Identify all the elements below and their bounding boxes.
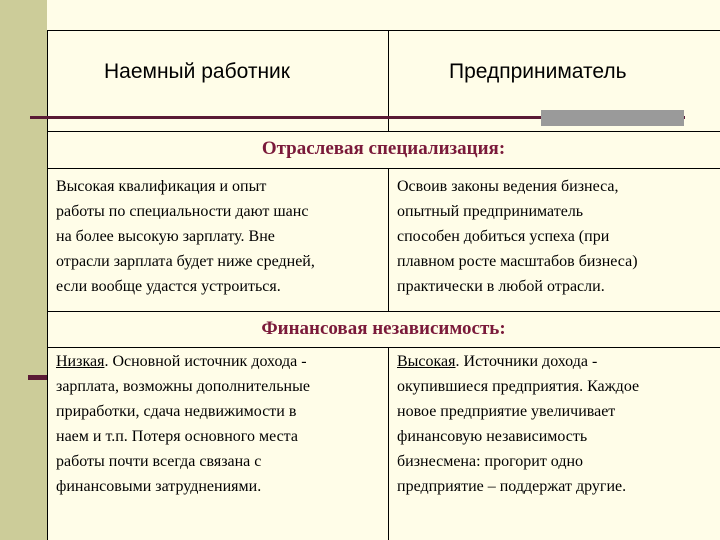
level-low: Низкая bbox=[56, 353, 105, 370]
left-decor-bar bbox=[0, 0, 47, 540]
header-accent-box bbox=[541, 110, 684, 126]
text-line: работы почти всегда связана с bbox=[56, 453, 262, 470]
text-line: если вообще удастся устроиться. bbox=[56, 278, 281, 295]
text-line: отрасли зарплата будет ниже средней, bbox=[56, 253, 315, 270]
text-line: бизнесмена: прогорит одно bbox=[397, 453, 584, 470]
text-line: предприятие – поддержат другие. bbox=[397, 478, 627, 495]
section-title-independence: Финансовая независимость: bbox=[261, 318, 506, 339]
text-line: на более высокую зарплату. Вне bbox=[56, 228, 275, 245]
text-line bbox=[397, 349, 639, 374]
text-line: приработки, сдача недвижимости в bbox=[56, 403, 297, 420]
table-left-border bbox=[47, 30, 48, 540]
text-line: наем и т.п. Потеря основного места bbox=[56, 428, 298, 445]
text-line: финансовыми затруднениями. bbox=[56, 478, 262, 495]
text-line: зарплата, возможны дополнительные bbox=[56, 378, 310, 395]
text-line: окупившиеся предприятия. Каждое bbox=[397, 378, 640, 395]
row-divider-3 bbox=[47, 311, 720, 312]
employee-independence-text bbox=[56, 349, 310, 499]
row-divider-1 bbox=[47, 131, 720, 132]
text-line: работы по специальности дают шанс bbox=[56, 203, 309, 220]
left-decor-tick bbox=[28, 375, 48, 380]
header-employee: Наемный работник bbox=[104, 60, 290, 83]
text-line: Высокая квалификация и опыт bbox=[56, 178, 267, 195]
level-high: Высокая bbox=[397, 353, 456, 370]
entrepreneur-independence-text bbox=[397, 349, 639, 499]
text-line: практически в любой отрасли. bbox=[397, 278, 605, 295]
text-line bbox=[56, 349, 310, 374]
header-entrepreneur: Предприниматель bbox=[449, 60, 627, 83]
text-line: финансовую независимость bbox=[397, 428, 588, 445]
text-line: новое предприятие увеличивает bbox=[397, 403, 616, 420]
table-mid-border-2 bbox=[388, 168, 389, 311]
text-line: плавном росте масштабов бизнеса) bbox=[397, 253, 638, 270]
row-divider-4 bbox=[47, 347, 720, 348]
text-line: способен добиться успеха (при bbox=[397, 228, 610, 245]
table-top-border bbox=[47, 30, 720, 31]
text-fragment: . Основной источник дохода - bbox=[104, 353, 307, 370]
entrepreneur-specialization-text bbox=[397, 174, 638, 299]
row-divider-2 bbox=[47, 168, 720, 169]
text-fragment: . Источники дохода - bbox=[455, 353, 598, 370]
table-mid-border-3 bbox=[388, 347, 389, 540]
section-title-specialization: Отраслевая специализация: bbox=[261, 138, 506, 159]
text-line: опытный предприниматель bbox=[397, 203, 584, 220]
text-line: Освоив законы ведения бизнеса, bbox=[397, 178, 619, 195]
employee-specialization-text bbox=[56, 174, 315, 299]
